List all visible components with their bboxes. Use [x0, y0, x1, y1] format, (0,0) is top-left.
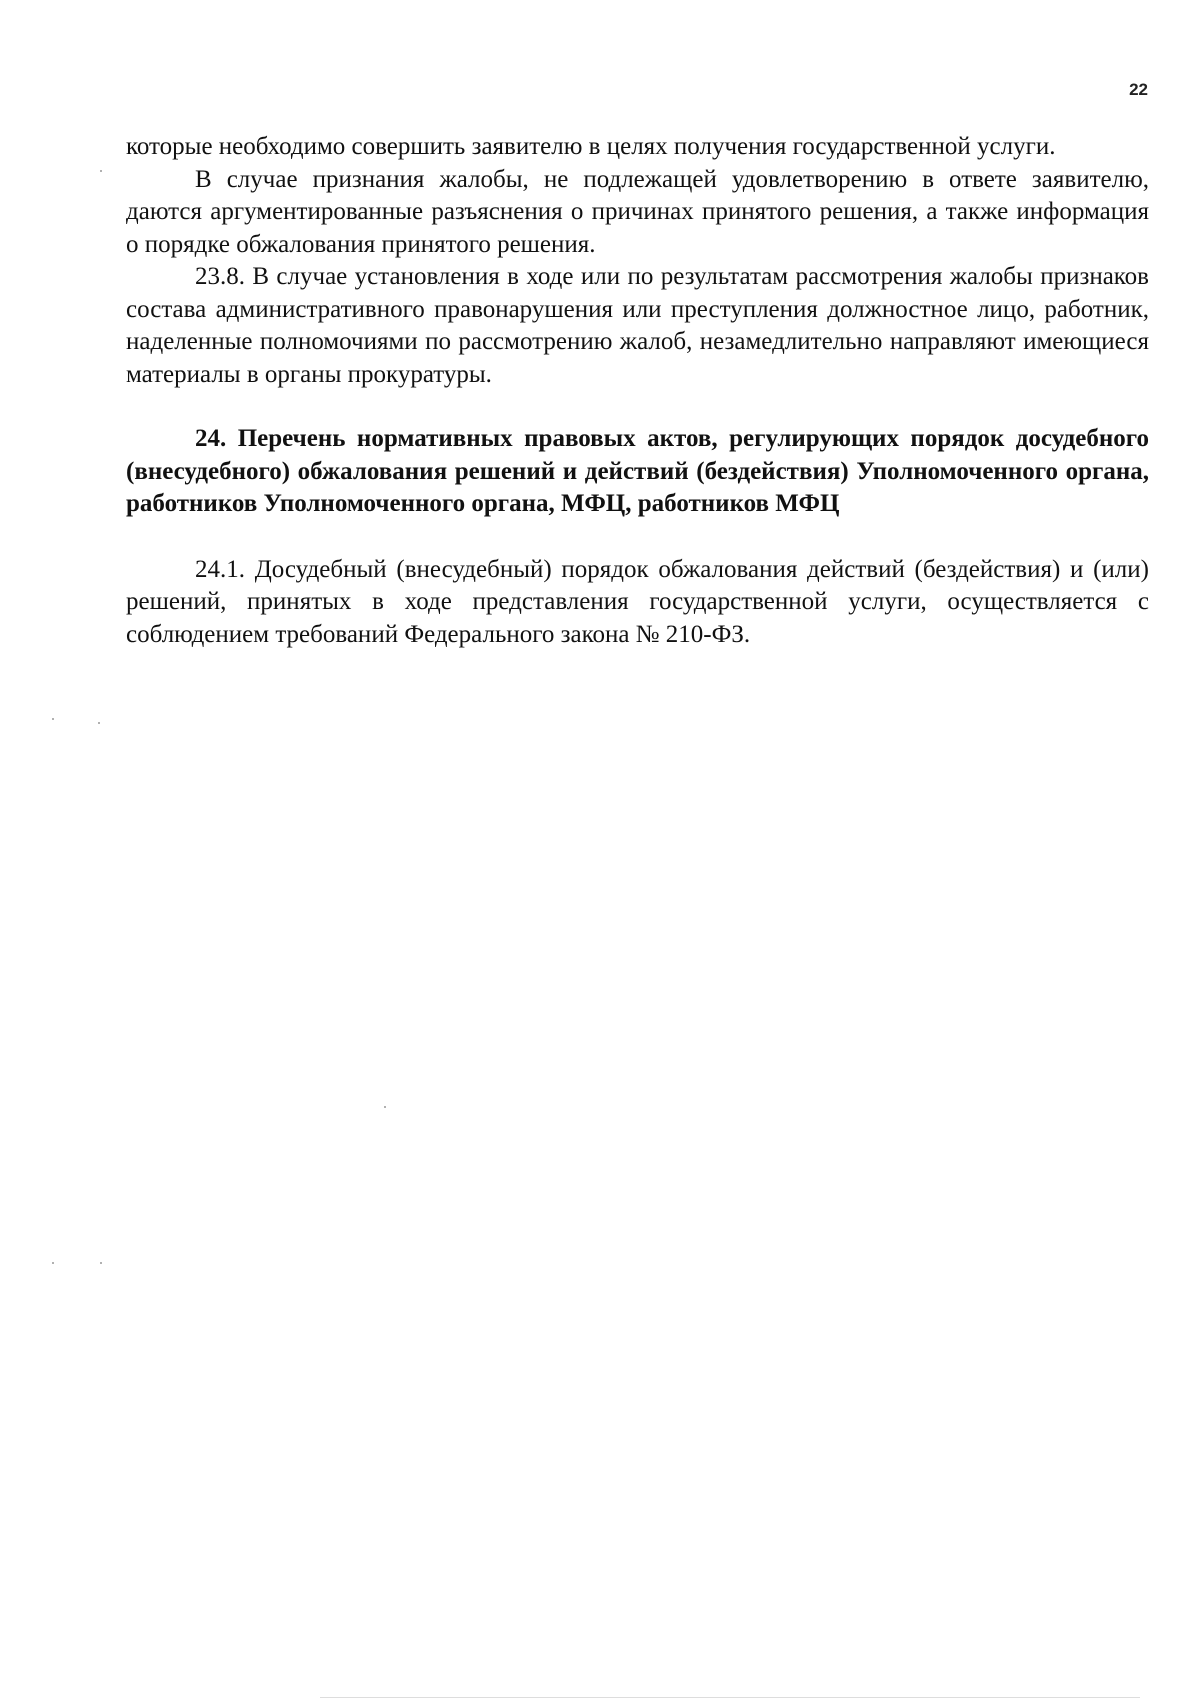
scan-speck	[100, 170, 102, 172]
document-body	[126, 131, 1149, 651]
section-heading-24: 24. Перечень нормативных правовых актов, регулирующих порядок досудебного (внесудебного) обжалования решений и действий (бездействия) Уполномоченного органа, работников Уполномоченного органа, МФЦ, работников МФЦ	[126, 425, 1149, 517]
scan-speck	[52, 718, 54, 720]
paragraph-continuation: которые необходимо совершить заявителю в целях получения государственной услуги.	[126, 133, 1056, 160]
page-number: 22	[1129, 80, 1148, 99]
scan-speck	[384, 1106, 386, 1108]
paragraph-24-1: 24.1. Досудебный (внесудебный) порядок обжалования действий (бездействия) и (или) решений, принятых в ходе представления государственной услуги, осуществляется с соблюдением требований Федерального закона № 210-ФЗ.	[126, 555, 1149, 648]
paragraph-23-8: 23.8. В случае установления в ходе или по результатам рассмотрения жалобы признаков состава административного правонарушения или преступления должностное лицо, работник, наделенные полномочиями по рассмотрению жалоб, незамедлительно направляют имеющиеся материалы в органы прокуратуры.	[126, 263, 1149, 388]
scan-speck	[52, 1262, 54, 1264]
scan-speck	[100, 1262, 102, 1264]
scan-edge-line	[320, 1697, 1140, 1698]
scan-speck	[98, 722, 100, 724]
paragraph-complaint-rejection: В случае признания жалобы, не подлежащей удовлетворению в ответе заявителю, даются аргументированные разъяснения о причинах принятого решения, а также информация о порядке обжалования принятого решения.	[126, 165, 1149, 258]
